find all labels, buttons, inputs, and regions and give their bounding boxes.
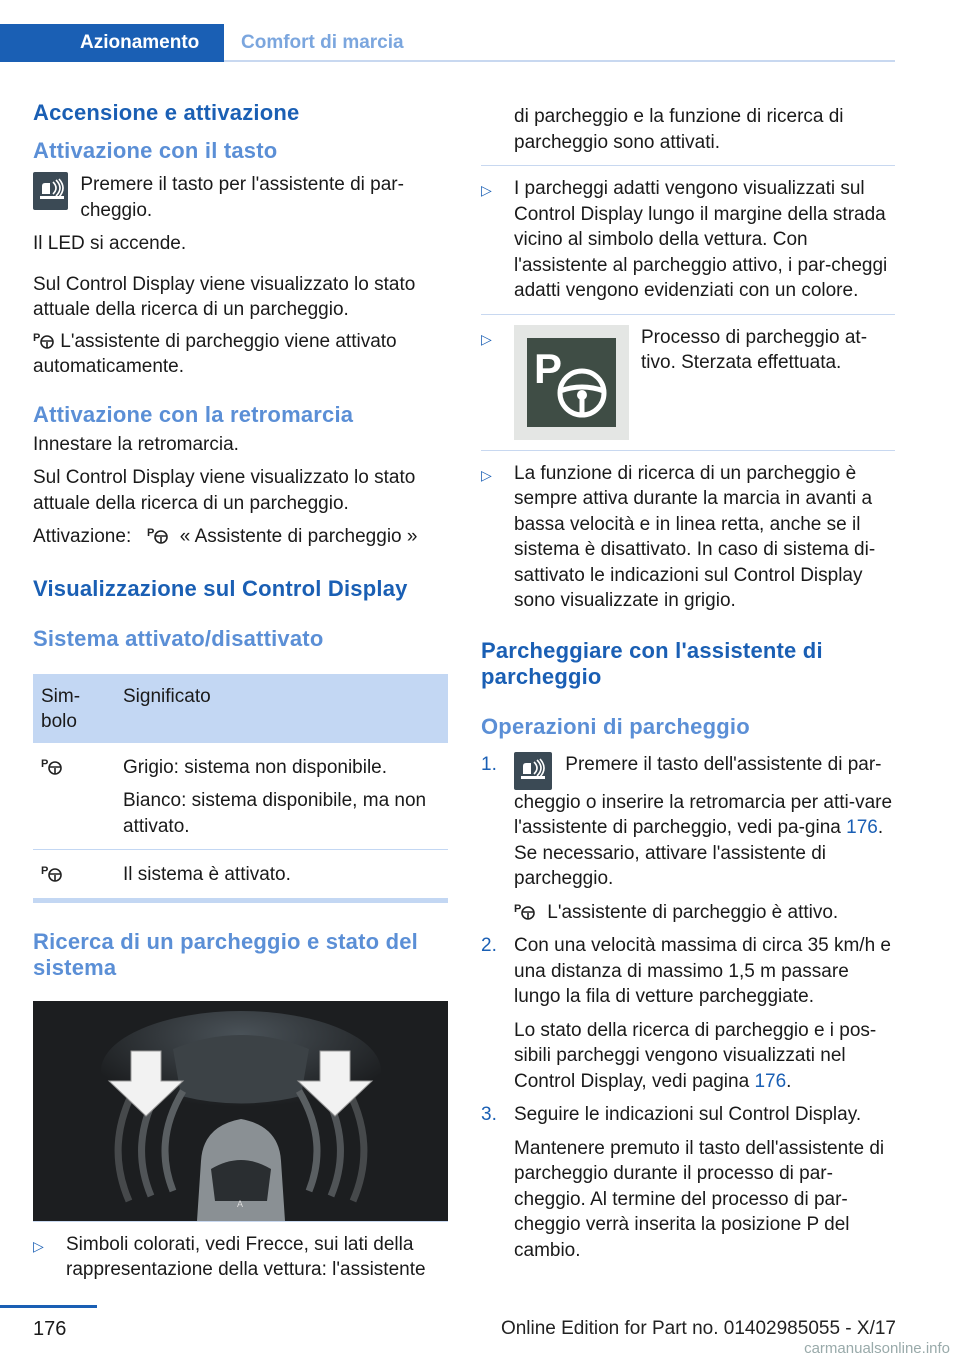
col-simbolo: Sim-bolo (33, 674, 115, 743)
parking-active-steering-icon (514, 325, 629, 440)
heading-parcheggiare: Parcheggiare con l'assistente di parcheggio (481, 637, 823, 689)
parking-display-image (33, 1001, 448, 1221)
left-column (33, 100, 448, 1283)
led-text: Il LED si accende. (33, 233, 187, 254)
reverse-text-1: Innestare la retromarcia. (33, 433, 239, 455)
park-assist-active-icon (41, 863, 63, 883)
heading-retromarcia: Attivazione con la retromarcia (33, 401, 354, 427)
table-row: P Il sistema è attivato. (33, 850, 448, 901)
watermark: carmanualsonline.info (804, 1340, 950, 1357)
park-assist-symbol-icon (33, 330, 55, 350)
tab-comfort-di-marcia[interactable]: Comfort di marcia (241, 32, 404, 53)
heading-accensione: Accensione e attivazione (33, 100, 300, 125)
edition-text: Online Edition for Part no. 01402985055 - X/17 (500, 1318, 896, 1339)
svg-text:P: P (514, 902, 522, 915)
key-instruction (33, 172, 448, 223)
park-assist-button-icon (514, 752, 552, 790)
page-link[interactable]: 176 (846, 817, 878, 838)
page-header (0, 0, 895, 62)
symbol-table (33, 674, 448, 903)
tab-azionamento[interactable]: Azionamento (0, 24, 224, 62)
heading-attivazione-tasto: Attivazione con il tasto (33, 138, 278, 163)
step-2: 2. Con una velocità massima di circa 35 km/h e una distanza di massimo 1,5 m passare lungo la fila di vetture parcheggiate. Lo stato della ricerca di parcheggio e i pos-sibili parcheggi vengono visualizzati nel Control Display, vedi pagina 176. (481, 935, 891, 1092)
page-link[interactable]: 176 (754, 1070, 787, 1092)
svg-text:P: P (41, 865, 49, 877)
svg-text:P: P (33, 331, 41, 344)
bullet-triangle-icon: ▷ (481, 466, 492, 483)
svg-text:P: P (146, 527, 154, 539)
list-item: ▷ La funzione di ricerca di un parcheggio è sempre attiva durante la marcia in avanti a bassa velocità e in linea retta, anche se il sistema è disattivato. In caso di sistema di-sattivato le indicazioni sul Control Display sono visualizzate in grigio. (481, 461, 895, 614)
svg-text:P: P (41, 757, 49, 770)
list-item: ▷ P Processo di parcheggio at-tivo. Sterzata effettuata. (481, 325, 895, 440)
bullet-triangle-icon: ▷ (33, 1237, 44, 1254)
bullet-triangle-icon: ▷ (481, 330, 492, 347)
park-assist-symbol-icon (41, 756, 63, 776)
step-1: 1. Premere il tasto dell'assistente di par-cheggio o inserire la retromarcia per atti-vare l'assistente di parcheggio, vedi pa-gina 176. Se necessario, attivare l'assistente di parcheggio. P L'assistente di parcheggio è attivo. (481, 753, 893, 923)
svg-text:A: A (237, 1198, 244, 1209)
right-column (481, 104, 895, 1263)
svg-text:P: P (534, 344, 563, 392)
activation-line: Attivazione: P « Assistente di parcheggio » (33, 526, 418, 547)
list-item: ▷ Simboli colorati, vedi Frecce, sui lati della rappresentazione della vettura: l'assistente (33, 1232, 448, 1283)
heading-ricerca: Ricerca di un parcheggio e stato del sistema (33, 928, 418, 980)
table-row: P Grigio: sistema non disponibile. Bianco: sistema disponibile, ma non attivato. (33, 743, 448, 850)
heading-visualizzazione: Visualizzazione sul Control Display (33, 575, 408, 601)
park-assist-symbol-icon (147, 525, 169, 545)
auto-activation: P L'assistente di parcheggio viene attivato automaticamente. (33, 330, 397, 377)
cd-text: Sul Control Display viene visualizzato lo stato attuale della ricerca di un parcheggio. (33, 273, 416, 320)
col-significato: Significato (115, 674, 448, 743)
heading-operazioni: Operazioni di parcheggio (481, 713, 750, 739)
table-header (33, 674, 448, 743)
park-assist-active-icon (514, 901, 536, 921)
page-number: 176 (33, 1318, 67, 1340)
key-text: Premere il tasto per l'assistente di par-cheggio. (80, 174, 404, 221)
park-assist-button-icon (33, 172, 68, 210)
list-item: ▷ I parcheggi adatti vengono visualizzati sul Control Display lungo il margine della strada vicino al simbolo della vettura. Con l'assistente al parcheggio attivo, i par-cheggi adatti vengono evidenziati con un colore. (481, 176, 895, 304)
footer-rule (0, 1305, 97, 1308)
bullet-triangle-icon: ▷ (481, 182, 492, 198)
step-3: 3. Seguire le indicazioni sul Control Display. Mantenere premuto il tasto dell'assistente di parcheggio durante il processo di par-cheggio. Al termine del processo di par-cheggio verrà inserita la posizione P del cambio. (481, 1104, 885, 1261)
reverse-text-2: Sul Control Display viene visualizzato lo stato attuale della ricerca di un parcheggio. (33, 467, 416, 514)
heading-sistema-attivato: Sistema attivato/disattivato (33, 625, 324, 651)
continued-text: di parcheggio e la funzione di ricerca di parcheggio sono attivati. (514, 106, 844, 153)
